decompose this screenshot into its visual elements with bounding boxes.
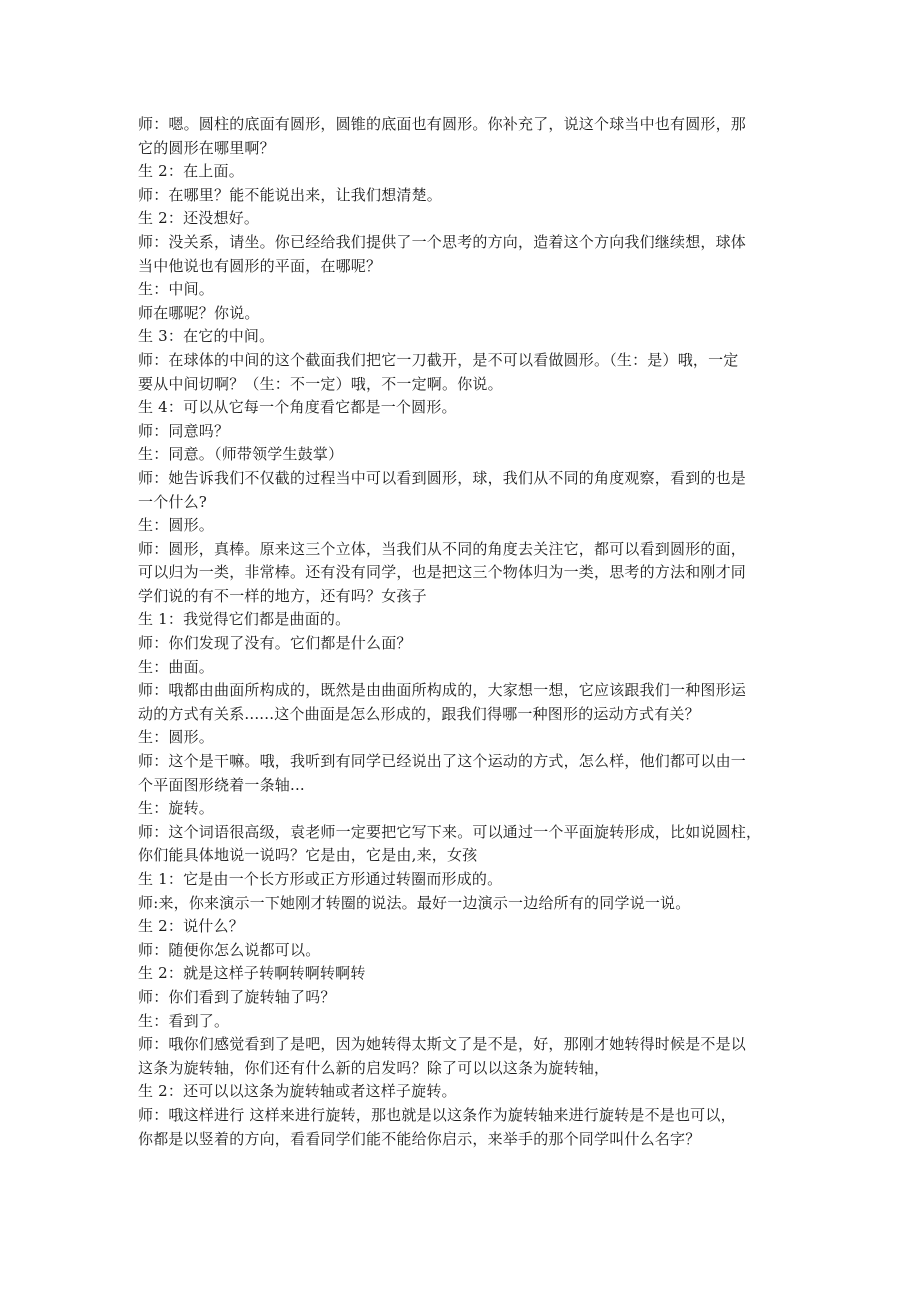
transcript-line: 师：嗯。圆柱的底面有圆形，圆锥的底面也有圆形。你补充了，说这个球当中也有圆形，那 <box>138 115 747 133</box>
transcript-line: 师：你们看到了旋转轴了吗？ <box>138 987 336 1006</box>
transcript-line: 师：在球体的中间的这个截面我们把它一刀截开，是不可以看做圆形。（生：是）哦，一定 <box>138 350 739 369</box>
transcript-line: 师：圆形，真棒。原来这三个立体，当我们从不同的角度去关注它，都可以看到圆形的面， <box>138 539 747 558</box>
transcript-line: 师：哦都由曲面所构成的，既然是由曲面所构成的，大家想一想，它应该跟我们一种图形运 <box>138 681 747 700</box>
transcript-line: 一个什么? <box>138 492 208 511</box>
transcript-line: 要从中间切啊？（生：不一定）哦，不一定啊。你说。 <box>138 374 503 393</box>
transcript-line: 生：中间。 <box>138 280 215 299</box>
transcript-line: 师：哦这样进行 这样来进行旋转，那也就是以这条作为旋转轴来进行旋转是不是也可以， <box>138 1105 736 1124</box>
transcript-line: 可以归为一类，非常棒。还有没有同学，也是把这三个物体归为一类，思考的方法和刚才同 <box>138 563 747 582</box>
transcript-line: 生 2：在上面。 <box>138 162 244 181</box>
transcript-line: 生 2：还没想好。 <box>138 209 260 228</box>
transcript-line: 师：同意吗？ <box>138 421 230 440</box>
transcript-line: 师：你们发现了没有。它们都是什么面？ <box>138 634 412 653</box>
transcript-line: 生：圆形。 <box>138 516 215 535</box>
transcript-line: 师：没关系，请坐。你已经给我们提供了一个思考的方向，造着这个方向我们继续想，球体 <box>138 232 747 251</box>
transcript-line: 生 4：可以从它每一个角度看它都是一个圆形。 <box>138 398 457 417</box>
transcript-line: 生：曲面。 <box>138 657 215 676</box>
transcript-line: 师：这个是干嘛。哦，我听到有同学已经说出了这个运动的方式，怎么样，他们都可以由一 <box>138 752 747 771</box>
transcript-line: 师:来，你来演示一下她刚才转圈的说法。最好一边演示一边给所有的同学说一说。 <box>138 893 691 912</box>
transcript-line: 生 2：说什么？ <box>138 917 244 936</box>
transcript-line: 它的圆形在哪里啊？ <box>138 138 275 157</box>
transcript-line: 你都是以竖着的方向，看看同学们能不能给你启示，来举手的那个同学叫什么名字？ <box>138 1129 701 1148</box>
transcript-line: 师：哦你们感觉看到了是吧，因为她转得太斯文了是不是，好，那刚才她转得时候是不是以 <box>138 1035 747 1054</box>
transcript-line: 生 2：就是这样子转啊转啊转啊转 <box>138 964 366 983</box>
transcript-line: 这条为旋转轴，你们还有什么新的启发吗？除了可以以这条为旋转轴， <box>138 1058 610 1077</box>
transcript-line: 师：这个词语很高级，袁老师一定要把它写下来。可以通过一个平面旋转形成，比如说圆柱， <box>138 822 762 841</box>
transcript-line: 个平面图形绕着一条轴... <box>138 775 305 794</box>
transcript-line: 师：她告诉我们不仅截的过程当中可以看到圆形，球，我们从不同的角度观察，看到的也是 <box>138 468 747 487</box>
transcript-line: 你们能具体地说一说吗？它是由，它是由,来，女孩 <box>138 846 478 865</box>
transcript-line: 生 2：还可以以这条为旋转轴或者这样子旋转。 <box>138 1082 457 1101</box>
transcript-line: 生：旋转。 <box>138 799 215 818</box>
transcript-line: 生：看到了。 <box>138 1011 230 1030</box>
transcript-line: 生：圆形。 <box>138 728 215 747</box>
transcript-line: 师：在哪里？能不能说出来，让我们想清楚。 <box>138 185 443 204</box>
transcript-line: 动的方式有关系......这个曲面是怎么形成的，跟我们得哪一种图形的运动方式有关？ <box>138 704 700 723</box>
transcript-body <box>138 113 784 1151</box>
transcript-line: 生 3：在它的中间。 <box>138 327 275 346</box>
transcript-line: 生：同意。（师带领学生鼓掌） <box>138 445 344 464</box>
transcript-line: 师：随便你怎么说都可以。 <box>138 940 321 959</box>
transcript-line: 生 1：我觉得它们都是曲面的。 <box>138 610 351 629</box>
transcript-line: 生 1：它是由一个长方形或正方形通过转圈而形成的。 <box>138 870 503 888</box>
transcript-line: 师在哪呢？你说。 <box>138 303 260 322</box>
transcript-line: 当中他说也有圆形的平面，在哪呢？ <box>138 256 382 275</box>
transcript-line: 学们说的有不一样的地方，还有吗？女孩子 <box>138 586 427 605</box>
